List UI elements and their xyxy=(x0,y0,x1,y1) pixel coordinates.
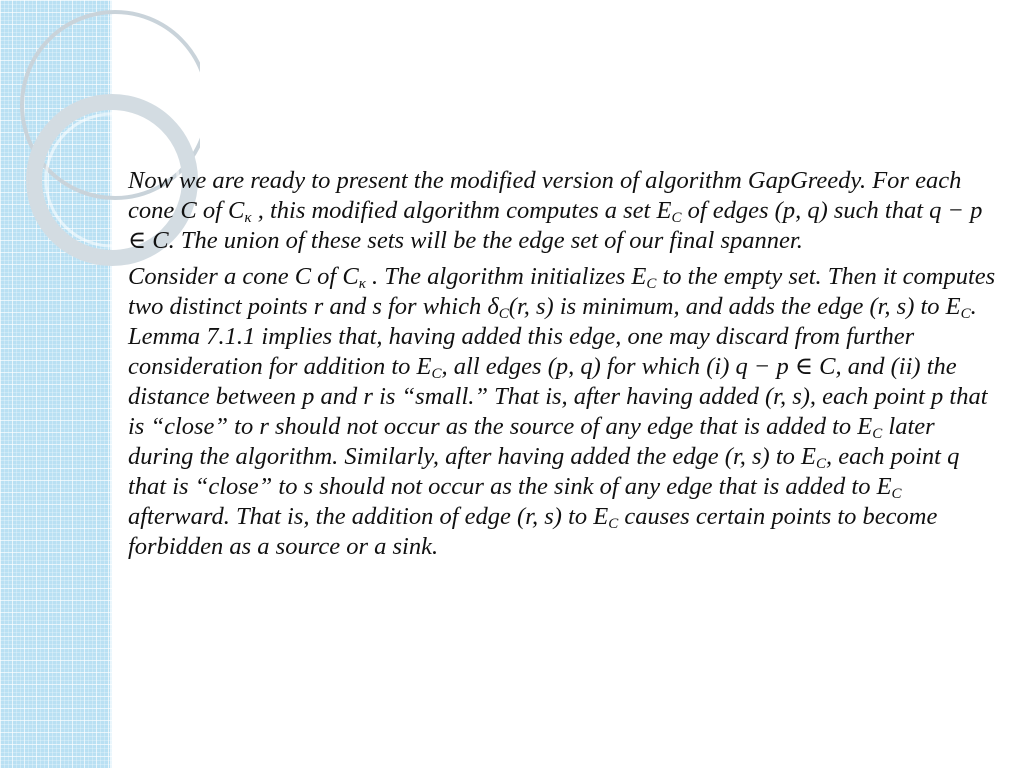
text-run xyxy=(646,263,656,290)
text-run xyxy=(892,473,902,500)
text-run: Now we are ready to present the modified version of algorithm GapGreedy. For each cone C of C xyxy=(128,167,962,224)
subscript: κ xyxy=(244,210,252,226)
paragraph-2 xyxy=(128,262,996,562)
text-run: . Lemma 7.1.1 implies that, having added this edge, one may discard from further consideration for addition to E xyxy=(128,293,977,380)
text-run xyxy=(961,293,971,320)
text-run xyxy=(872,413,882,440)
subscript: C xyxy=(815,456,826,472)
text-run: Consider a cone C of C xyxy=(128,263,359,290)
decorative-side-strip xyxy=(0,0,112,768)
subscript: C xyxy=(671,210,682,226)
subscript: C xyxy=(960,306,971,322)
subscript: C xyxy=(891,486,902,502)
text-run: to the empty set. Then it computes two distinct points r and s for which δ xyxy=(128,263,996,320)
subscript: C xyxy=(608,516,619,532)
subscript: C xyxy=(872,426,883,442)
text-run: afterward. That is, the addition of edge (r, s) to E xyxy=(128,503,609,530)
text-run xyxy=(244,197,251,224)
text-run xyxy=(359,263,366,290)
slide-body xyxy=(128,166,996,568)
text-run: . The algorithm initializes E xyxy=(365,263,647,290)
text-run: , all edges (p, q) for which (i) q − p ∈ C, and (ii) the distance between p and r is “small.” That is, after having added (r, s), each point p that is “close” to r should not occur as the source of any edge that is added to E xyxy=(128,353,988,440)
text-run: of edges (p, q) such that q − p ∈ C. The union of these sets will be the edge set of our final spanner. xyxy=(128,197,983,254)
text-run xyxy=(816,443,826,470)
text-run: , each point q that is “close” to s should not occur as the sink of any edge that is added to E xyxy=(128,443,960,500)
subscript: C xyxy=(498,306,509,322)
text-run xyxy=(608,503,618,530)
text-run: later during the algorithm. Similarly, after having added the edge (r, s) to E xyxy=(128,413,935,470)
text-run: , this modified algorithm computes a set E xyxy=(251,197,672,224)
text-run xyxy=(499,293,509,320)
text-run xyxy=(671,197,681,224)
text-run: (r, s) is minimum, and adds the edge (r, s) to E xyxy=(508,293,961,320)
paragraph-1 xyxy=(128,166,996,256)
text-run: causes certain points to become forbidden as a source or a sink. xyxy=(128,503,938,560)
subscript: C xyxy=(431,366,442,382)
text-run xyxy=(432,353,442,380)
subscript: κ xyxy=(358,276,366,292)
subscript: C xyxy=(646,276,657,292)
